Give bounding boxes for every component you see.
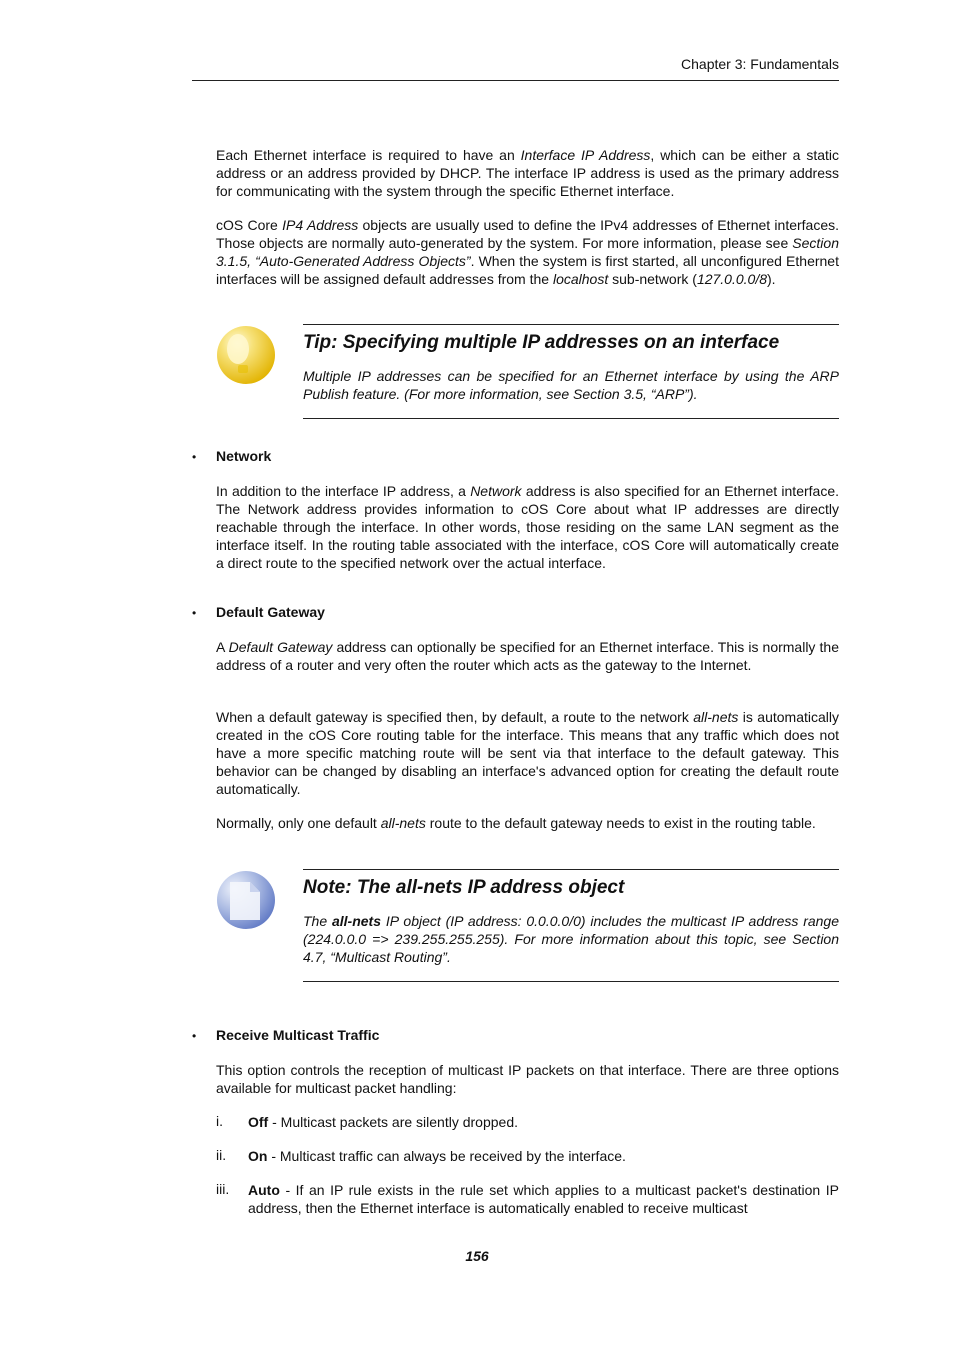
note-body: The all-nets IP object (IP address: 0.0.0.0/0) includes the multicast IP address range (224.0.0.0 => 239.255.255.255). For more information about this topic, see Section 4.7, “Multicast Routing”. bbox=[303, 913, 840, 965]
page-header bbox=[192, 54, 839, 81]
section-link[interactable]: Section 3.1.5, “Auto-Generated Address Objects” bbox=[216, 235, 839, 269]
network-heading: Network bbox=[216, 448, 272, 464]
multicast-heading: Receive Multicast Traffic bbox=[216, 1027, 380, 1043]
tip-box bbox=[303, 324, 839, 419]
list-item-number: i. bbox=[216, 1113, 223, 1129]
list-item-number: iii. bbox=[216, 1181, 230, 1197]
lightbulb-icon bbox=[216, 325, 276, 390]
bullet: • bbox=[192, 606, 197, 620]
intro-paragraph-1: Each Ethernet interface is required to have an Interface IP Address, which can be either a static address or an address provided by DHCP. The interface IP address is used as the primary address for communicating with the system through the specific Ethernet interface. bbox=[216, 147, 839, 199]
gateway-paragraph-3: Normally, only one default all-nets route to the default gateway needs to exist in the routing table. bbox=[216, 815, 816, 831]
bullet: • bbox=[192, 1029, 197, 1043]
gateway-heading: Default Gateway bbox=[216, 604, 325, 620]
list-item: Off - Multicast packets are silently dropped. bbox=[248, 1114, 518, 1130]
multicast-paragraph: This option controls the reception of multicast IP packets on that interface. There are three options available for multicast packet handling: bbox=[216, 1062, 839, 1096]
list-item-number: ii. bbox=[216, 1147, 227, 1163]
note-box bbox=[303, 869, 839, 982]
chapter-title: Chapter 3: Fundamentals bbox=[681, 56, 839, 72]
tip-body: Multiple IP addresses can be specified for an Ethernet interface by using the ARP Publish feature. (For more information, see Section 3.5, “ARP”). bbox=[303, 368, 839, 402]
intro-paragraph-2: cOS Core IP4 Address objects are usually used to define the IPv4 addresses of Ethernet interfaces. Those objects are normally auto-generated by the system. For more information, please see Section 3.1.5, “Auto-Generated Address Objects”. When the system is first started, all unconfigured Ethernet interfaces will be assigned default addresses from the localhost sub-network (127.0.0.0/8). bbox=[216, 217, 840, 287]
note-icon bbox=[216, 870, 276, 935]
bullet: • bbox=[192, 450, 197, 464]
gateway-paragraph-2: When a default gateway is specified then, by default, a route to the network all-nets is automatically created in the cOS Core routing table for the interface. This means that any traffic which does not have a more specific matching route will be sent via that interface to the default gateway. This behavior can be changed by disabling an interface's advanced option for creating the default route automatically. bbox=[216, 709, 840, 797]
list-item: Auto - If an IP rule exists in the rule set which applies to a multicast packet's destination IP address, then the Ethernet interface is automatically enabled to receive multicast bbox=[248, 1182, 839, 1216]
tip-title: Tip: Specifying multiple IP addresses on an interface bbox=[303, 332, 780, 353]
gateway-paragraph-1: A Default Gateway address can optionally be specified for an Ethernet interface. This is normally the address of a router and very often the router which acts as the gateway to the Internet. bbox=[216, 639, 839, 673]
network-paragraph: In addition to the interface IP address, a Network address is also specified for an Ethernet interface. The Network address provides information to cOS Core about what IP addresses are directly reachable through the interface. In other words, those residing on the same LAN segment as the interface itself. In the routing table associated with the interface, cOS Core will automatically create a direct route to the specified network over the actual interface. bbox=[216, 483, 839, 571]
page-number: 156 bbox=[465, 1248, 489, 1264]
list-item: On - Multicast traffic can always be received by the interface. bbox=[248, 1148, 626, 1164]
note-title: Note: The all-nets IP address object bbox=[303, 877, 625, 898]
